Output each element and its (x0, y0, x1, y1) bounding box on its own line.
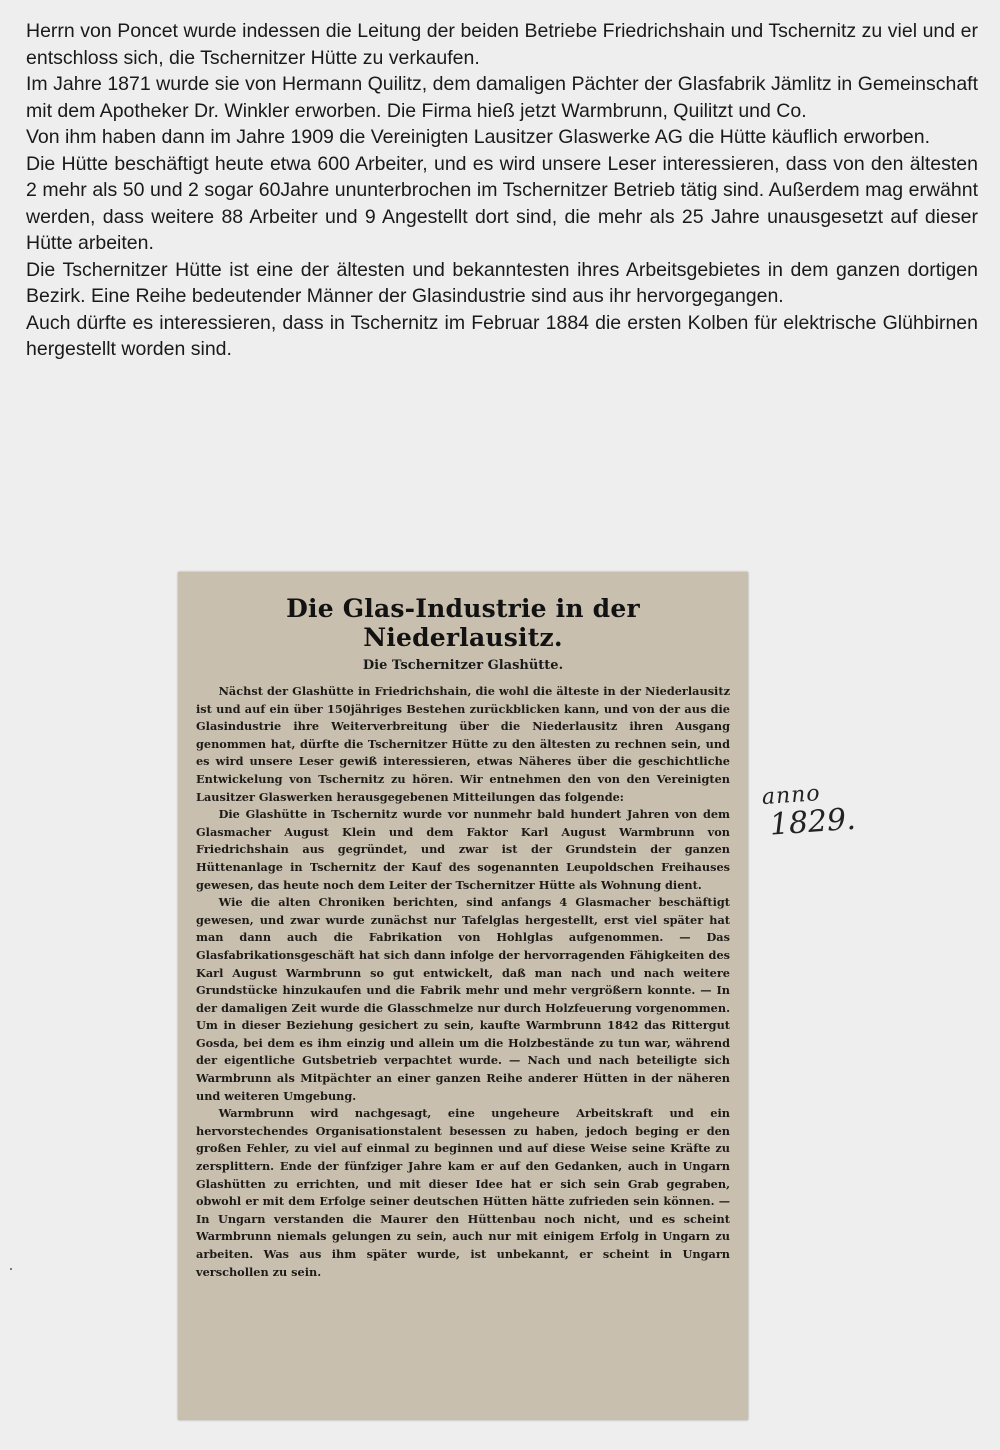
clipping-paragraph: Wie die alten Chroniken berichten, sind anfangs 4 Glasmacher beschäftigt gewesen, und zwar wurde zunächst nur Tafelglas hergestellt, erst viel später hat man dann auch die Fabrikation von Hohlglas aufgenommen. — Das Glasfabrikationsgeschäft hat sich dann infolge der hervorragenden Fähigkeiten des Karl August Warmbrunn so gut entwickelt, daß man nach und nach weitere Grundstücke hinzukaufen und die Fabrik mehr und mehr vergrößern konnte. — In der damaligen Zeit wurde die Glasschmelze nur durch Holzfeuerung vorgenommen. Um in dieser Beziehung gesichert zu sein, kaufte Warmbrunn 1842 das Rittergut Gosda, bei dem es ihm einzig und allein um die Holzbestände zu tun war, während der eigentliche Gutsbetrieb verpachtet wurde. — Nach und nach beteiligte sich Warmbrunn als Mitpächter an einer ganzen Reihe anderer Hütten in der näheren und weiteren Umgebung. (196, 895, 730, 1103)
clipping-subtitle: Die Tschernitzer Glashütte. (362, 658, 564, 673)
clipping-paragraph: Nächst der Glashütte in Friedrichshain, die wohl die älteste in der Niederlausitz ist und auf ein über 150jähriges Bestehen zurückblicken kann, und von der aus die Glasindustrie ihre Weiterverbreitung über die Niederlausitz ihren Ausgang genommen hat, dürfte die Tschernitzer Hütte zu den ältesten zu rechnen sein, und es wird unsere Leser gewiß interessieren, etwas Näheres über die geschichtliche Entwickelung von Tschernitz zu hören. Wir entnehmen den von den Vereinigten Lausitzer Glaswerken herausgegebenen Mitteilungen das folgende: (196, 684, 730, 804)
paragraph-1871: Im Jahre 1871 wurde sie von Hermann Quilitz, dem damaligen Pächter der Glasfabrik Jämlitz in Gemeinschaft mit dem Apotheker Dr. Winkler erworben. Die Firma hieß jetzt Warmbrunn, Quilitzt und Co. (26, 73, 978, 122)
paragraph-reputation: Die Tschernitzer Hütte ist eine der ältesten und bekanntesten ihres Arbeitsgebietes in dem ganzen dortigen Bezirk. Eine Reihe bedeutender Männer der Glasindustrie sind aus ihr hervorgegangen. (26, 258, 978, 307)
stray-mark (10, 1268, 12, 1270)
paragraph-1909: Von ihm haben dann im Jahre 1909 die Vereinigten Lausitzer Glaswerke AG die Hütte käuflich erworben. (26, 126, 931, 148)
paragraph-poncet: Herrn von Poncet wurde indessen die Leitung der beiden Betriebe Friedrichshain und Tschernitz zu viel und er entschloss sich, die Tschernitzer Hütte zu verkaufen. (26, 20, 978, 69)
handwritten-annotation (761, 779, 855, 843)
clipping-paragraph: Die Glashütte in Tschernitz wurde vor nunmehr bald hundert Jahren von dem Glasmacher August Klein und dem Faktor Karl August Warmbrunn von Friedrichshain aus gegründet, und zwar ist der Grundstein der ganzen Hüttenanlage in Tschernitz der Kauf des sogenannten Leupoldschen Freihauses gewesen, das heute noch dem Leiter der Tschernitzer Hütte als Wohnung dient. (196, 807, 730, 892)
paragraph-lightbulbs: Auch dürfte es interessieren, dass in Tschernitz im Februar 1884 die ersten Kolben für elektrische Glühbirnen hergestellt worden sind. (26, 311, 978, 360)
paragraph-workers: Die Hütte beschäftigt heute etwa 600 Arbeiter, und es wird unsere Leser interessieren, dass von den ältesten 2 mehr als 50 und 2 sogar 60Jahre ununterbrochen im Tschernitzer Betrieb tätig sind. Außerdem mag erwähnt werden, dass weitere 88 Arbeiter und 9 Angestellt dort sind, die mehr als 25 Jahre unausgesetzt auf dieser Hütte arbeiten. (26, 152, 978, 254)
clipping-title: Die Glas-Industrie in der Niederlausitz. (286, 594, 640, 652)
clipping-paragraph: Warmbrunn wird nachgesagt, eine ungeheure Arbeitskraft und ein hervorstechendes Organisationstalent besessen zu haben, jedoch beging er den großen Fehler, zu viel auf einmal zu beginnen und auf diese Weise seine Kräfte zu zersplittern. Ende der fünfziger Jahre kam er auf den Gedanken, auch in Ungarn Glashütten zu errichten, und mit dieser Idee hat er sich sein Grab gegraben, obwohl er mit dem Erfolge seiner deutschen Hütten hätte zufrieden sein können. — In Ungarn verstanden die Maurer den Hüttenbau noch nicht, und es scheint Warmbrunn niemals gelungen zu sein, auch nur mit einigem Erfolg in Ungarn zu arbeiten. Was aus ihm später wurde, ist unbekannt, er scheint in Ungarn verschollen zu sein. (196, 1106, 730, 1279)
newspaper-clipping (178, 572, 748, 1420)
annotation-year: 1829. (768, 801, 857, 843)
document-body (26, 18, 978, 363)
annotation-word: anno (761, 781, 822, 811)
clipping-body (196, 683, 730, 1281)
